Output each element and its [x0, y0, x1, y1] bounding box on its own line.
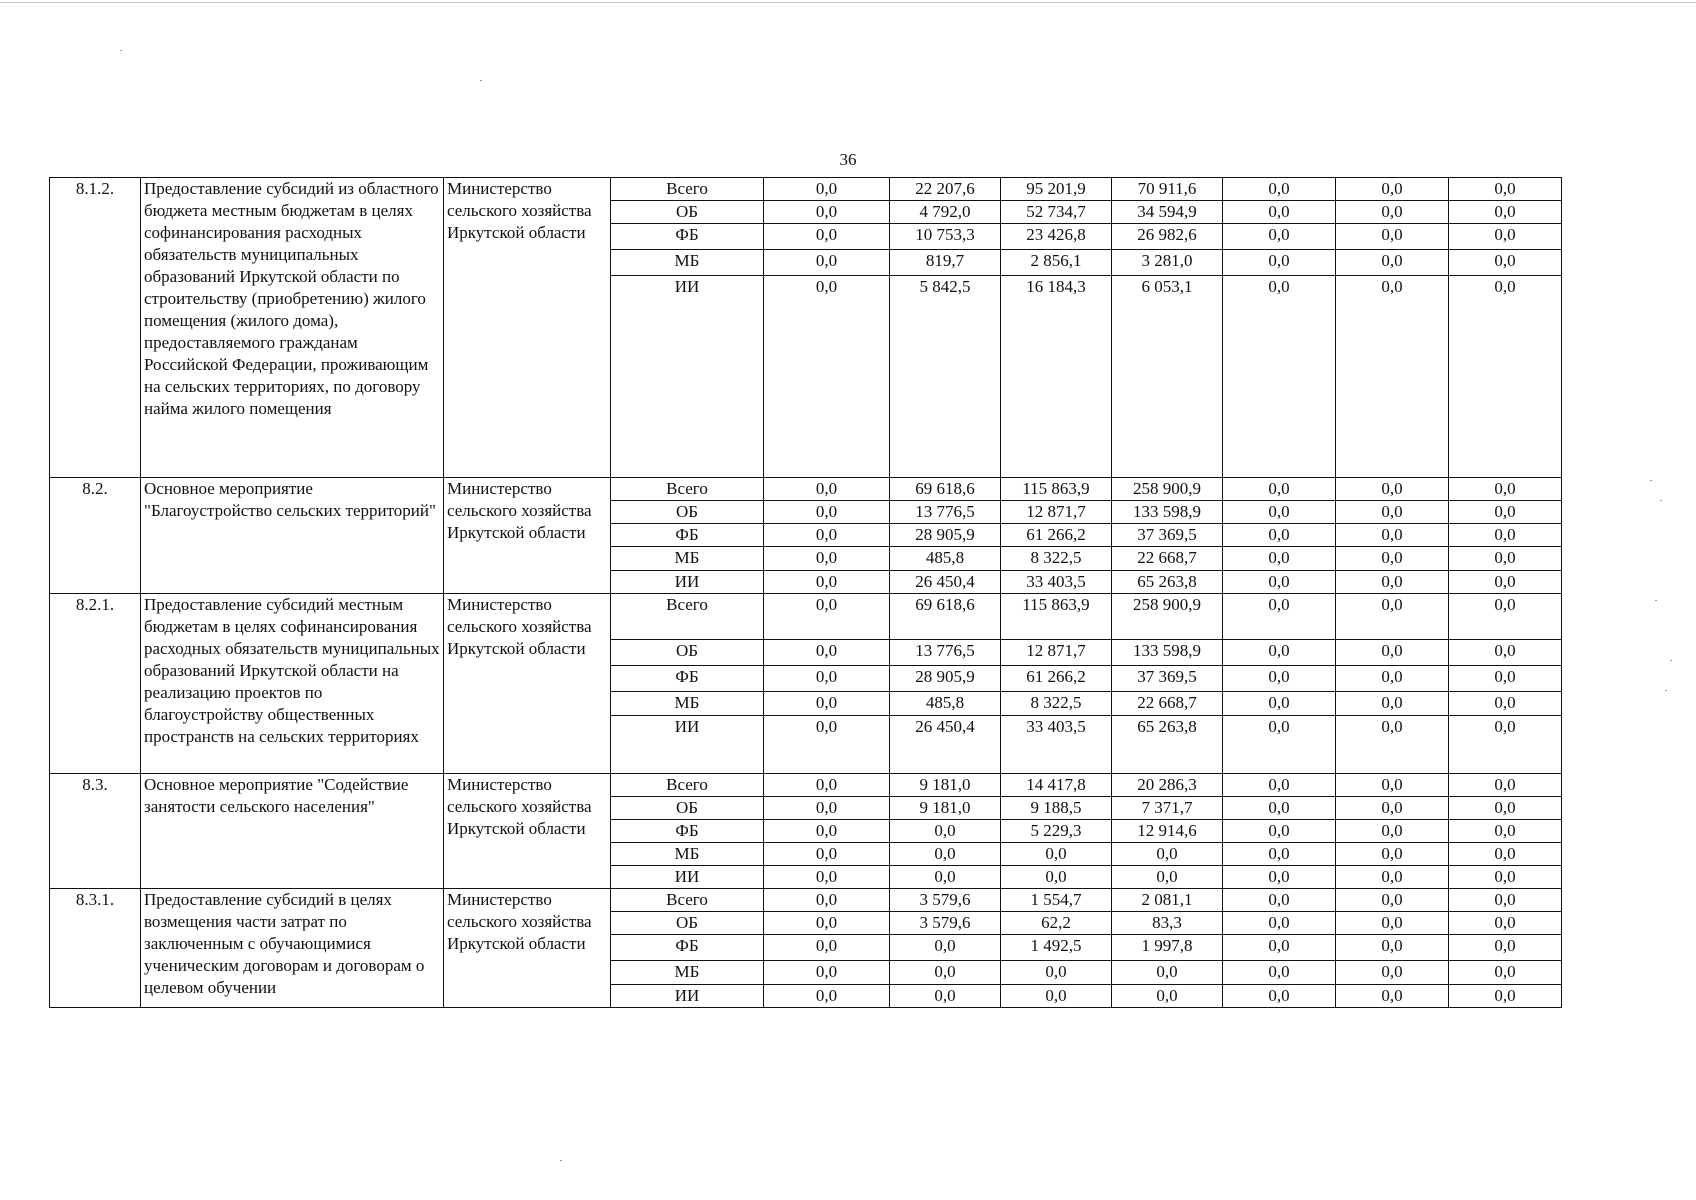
value-cell-6: 0,0 — [1336, 201, 1449, 224]
value-cell-3: 115 863,9 — [1001, 478, 1112, 501]
value-cell-4: 22 668,7 — [1112, 692, 1223, 716]
value-cell-2: 9 181,0 — [890, 797, 1001, 820]
value-cell-3: 62,2 — [1001, 912, 1112, 935]
value-cell-1: 0,0 — [764, 716, 890, 774]
funding-source: Всего — [611, 594, 764, 640]
value-cell-7: 0,0 — [1449, 889, 1562, 912]
value-cell-5: 0,0 — [1223, 571, 1336, 594]
value-cell-4: 7 371,7 — [1112, 797, 1223, 820]
value-cell-5: 0,0 — [1223, 889, 1336, 912]
value-cell-5: 0,0 — [1223, 224, 1336, 250]
value-cell-7: 0,0 — [1449, 224, 1562, 250]
value-cell-4: 37 369,5 — [1112, 666, 1223, 692]
value-cell-1: 0,0 — [764, 224, 890, 250]
funding-source: МБ — [611, 250, 764, 276]
value-cell-6: 0,0 — [1336, 571, 1449, 594]
value-cell-7: 0,0 — [1449, 961, 1562, 985]
value-cell-6: 0,0 — [1336, 774, 1449, 797]
value-cell-2: 28 905,9 — [890, 524, 1001, 547]
row-code: 8.1.2. — [50, 178, 141, 478]
value-cell-4: 0,0 — [1112, 961, 1223, 985]
value-cell-4: 133 598,9 — [1112, 640, 1223, 666]
value-cell-1: 0,0 — [764, 478, 890, 501]
value-cell-5: 0,0 — [1223, 478, 1336, 501]
row-executor: Министерство сельского хозяйства Иркутской области — [444, 889, 611, 1008]
row-code: 8.2. — [50, 478, 141, 594]
value-cell-3: 8 322,5 — [1001, 547, 1112, 571]
value-cell-2: 0,0 — [890, 961, 1001, 985]
scan-speck — [1660, 500, 1662, 501]
value-cell-3: 0,0 — [1001, 985, 1112, 1008]
value-cell-5: 0,0 — [1223, 666, 1336, 692]
funding-source: ФБ — [611, 224, 764, 250]
value-cell-1: 0,0 — [764, 666, 890, 692]
value-cell-6: 0,0 — [1336, 224, 1449, 250]
value-cell-3: 0,0 — [1001, 843, 1112, 866]
value-cell-3: 52 734,7 — [1001, 201, 1112, 224]
value-cell-7: 0,0 — [1449, 594, 1562, 640]
value-cell-7: 0,0 — [1449, 820, 1562, 843]
value-cell-7: 0,0 — [1449, 571, 1562, 594]
value-cell-2: 0,0 — [890, 866, 1001, 889]
value-cell-3: 95 201,9 — [1001, 178, 1112, 201]
scan-speck — [1670, 660, 1672, 661]
table-row — [50, 774, 1562, 797]
funding-source: ФБ — [611, 820, 764, 843]
value-cell-7: 0,0 — [1449, 666, 1562, 692]
value-cell-4: 65 263,8 — [1112, 571, 1223, 594]
funding-source: ОБ — [611, 501, 764, 524]
value-cell-7: 0,0 — [1449, 178, 1562, 201]
value-cell-5: 0,0 — [1223, 201, 1336, 224]
value-cell-6: 0,0 — [1336, 666, 1449, 692]
value-cell-7: 0,0 — [1449, 774, 1562, 797]
value-cell-4: 2 081,1 — [1112, 889, 1223, 912]
value-cell-4: 133 598,9 — [1112, 501, 1223, 524]
value-cell-5: 0,0 — [1223, 524, 1336, 547]
value-cell-4: 0,0 — [1112, 843, 1223, 866]
value-cell-3: 8 322,5 — [1001, 692, 1112, 716]
value-cell-2: 485,8 — [890, 547, 1001, 571]
value-cell-7: 0,0 — [1449, 692, 1562, 716]
value-cell-7: 0,0 — [1449, 524, 1562, 547]
value-cell-1: 0,0 — [764, 889, 890, 912]
value-cell-7: 0,0 — [1449, 276, 1562, 478]
value-cell-2: 819,7 — [890, 250, 1001, 276]
funding-source: МБ — [611, 843, 764, 866]
value-cell-3: 61 266,2 — [1001, 666, 1112, 692]
value-cell-3: 115 863,9 — [1001, 594, 1112, 640]
value-cell-4: 20 286,3 — [1112, 774, 1223, 797]
value-cell-2: 10 753,3 — [890, 224, 1001, 250]
value-cell-2: 26 450,4 — [890, 571, 1001, 594]
value-cell-4: 258 900,9 — [1112, 594, 1223, 640]
funding-source: Всего — [611, 178, 764, 201]
value-cell-5: 0,0 — [1223, 820, 1336, 843]
value-cell-1: 0,0 — [764, 640, 890, 666]
value-cell-7: 0,0 — [1449, 935, 1562, 961]
value-cell-6: 0,0 — [1336, 716, 1449, 774]
funding-source: Всего — [611, 889, 764, 912]
value-cell-4: 22 668,7 — [1112, 547, 1223, 571]
value-cell-2: 3 579,6 — [890, 889, 1001, 912]
value-cell-1: 0,0 — [764, 843, 890, 866]
value-cell-6: 0,0 — [1336, 985, 1449, 1008]
value-cell-5: 0,0 — [1223, 866, 1336, 889]
funding-source: ОБ — [611, 640, 764, 666]
funding-source: ФБ — [611, 524, 764, 547]
funding-source: ОБ — [611, 201, 764, 224]
row-description: Предоставление субсидий в целях возмещения части затрат по заключенным с обучающимися ученическим договорам и договорам о целевом обучении — [141, 889, 444, 1008]
funding-source: ИИ — [611, 716, 764, 774]
scan-speck — [560, 1160, 562, 1161]
value-cell-3: 1 554,7 — [1001, 889, 1112, 912]
value-cell-3: 33 403,5 — [1001, 571, 1112, 594]
value-cell-2: 26 450,4 — [890, 716, 1001, 774]
table-row — [50, 478, 1562, 501]
funding-source: ИИ — [611, 571, 764, 594]
value-cell-2: 0,0 — [890, 843, 1001, 866]
value-cell-6: 0,0 — [1336, 250, 1449, 276]
value-cell-1: 0,0 — [764, 961, 890, 985]
value-cell-4: 1 997,8 — [1112, 935, 1223, 961]
funding-source: ИИ — [611, 276, 764, 478]
value-cell-3: 0,0 — [1001, 866, 1112, 889]
value-cell-4: 37 369,5 — [1112, 524, 1223, 547]
value-cell-7: 0,0 — [1449, 985, 1562, 1008]
value-cell-5: 0,0 — [1223, 501, 1336, 524]
row-executor: Министерство сельского хозяйства Иркутской области — [444, 594, 611, 774]
value-cell-3: 5 229,3 — [1001, 820, 1112, 843]
value-cell-7: 0,0 — [1449, 797, 1562, 820]
value-cell-1: 0,0 — [764, 935, 890, 961]
value-cell-5: 0,0 — [1223, 774, 1336, 797]
value-cell-2: 13 776,5 — [890, 640, 1001, 666]
value-cell-1: 0,0 — [764, 912, 890, 935]
value-cell-1: 0,0 — [764, 820, 890, 843]
funding-source: ИИ — [611, 985, 764, 1008]
value-cell-4: 6 053,1 — [1112, 276, 1223, 478]
value-cell-5: 0,0 — [1223, 797, 1336, 820]
value-cell-6: 0,0 — [1336, 820, 1449, 843]
funding-source: ОБ — [611, 797, 764, 820]
value-cell-3: 2 856,1 — [1001, 250, 1112, 276]
value-cell-5: 0,0 — [1223, 178, 1336, 201]
scan-speck — [480, 80, 482, 81]
value-cell-1: 0,0 — [764, 524, 890, 547]
value-cell-4: 3 281,0 — [1112, 250, 1223, 276]
value-cell-6: 0,0 — [1336, 478, 1449, 501]
value-cell-6: 0,0 — [1336, 178, 1449, 201]
value-cell-7: 0,0 — [1449, 547, 1562, 571]
value-cell-6: 0,0 — [1336, 843, 1449, 866]
table-row — [50, 889, 1562, 912]
value-cell-6: 0,0 — [1336, 276, 1449, 478]
value-cell-1: 0,0 — [764, 178, 890, 201]
row-executor: Министерство сельского хозяйства Иркутской области — [444, 478, 611, 594]
value-cell-2: 13 776,5 — [890, 501, 1001, 524]
value-cell-1: 0,0 — [764, 250, 890, 276]
value-cell-7: 0,0 — [1449, 866, 1562, 889]
value-cell-4: 65 263,8 — [1112, 716, 1223, 774]
value-cell-4: 0,0 — [1112, 866, 1223, 889]
row-description: Предоставление субсидий местным бюджетам в целях софинансирования расходных обязательств муниципальных образований Иркутской области на реализацию проектов по благоустройству общественных пространств на сельских территориях — [141, 594, 444, 774]
value-cell-2: 0,0 — [890, 820, 1001, 843]
value-cell-1: 0,0 — [764, 866, 890, 889]
value-cell-2: 4 792,0 — [890, 201, 1001, 224]
value-cell-5: 0,0 — [1223, 250, 1336, 276]
value-cell-5: 0,0 — [1223, 843, 1336, 866]
funding-source: Всего — [611, 774, 764, 797]
page-number: 36 — [839, 150, 857, 169]
funding-source: ОБ — [611, 912, 764, 935]
value-cell-6: 0,0 — [1336, 935, 1449, 961]
value-cell-6: 0,0 — [1336, 961, 1449, 985]
value-cell-2: 0,0 — [890, 935, 1001, 961]
value-cell-5: 0,0 — [1223, 961, 1336, 985]
budget-table — [49, 177, 1562, 1008]
row-executor: Министерство сельского хозяйства Иркутской области — [444, 774, 611, 889]
value-cell-7: 0,0 — [1449, 478, 1562, 501]
value-cell-7: 0,0 — [1449, 716, 1562, 774]
value-cell-6: 0,0 — [1336, 797, 1449, 820]
value-cell-5: 0,0 — [1223, 912, 1336, 935]
value-cell-6: 0,0 — [1336, 640, 1449, 666]
value-cell-5: 0,0 — [1223, 985, 1336, 1008]
value-cell-5: 0,0 — [1223, 716, 1336, 774]
scan-edge-line — [0, 2, 1696, 3]
row-code: 8.2.1. — [50, 594, 141, 774]
value-cell-1: 0,0 — [764, 501, 890, 524]
row-description: Основное мероприятие "Благоустройство сельских территорий" — [141, 478, 444, 594]
value-cell-4: 70 911,6 — [1112, 178, 1223, 201]
value-cell-1: 0,0 — [764, 571, 890, 594]
value-cell-2: 0,0 — [890, 985, 1001, 1008]
funding-source: ФБ — [611, 666, 764, 692]
value-cell-3: 16 184,3 — [1001, 276, 1112, 478]
value-cell-5: 0,0 — [1223, 935, 1336, 961]
value-cell-6: 0,0 — [1336, 524, 1449, 547]
value-cell-3: 1 492,5 — [1001, 935, 1112, 961]
value-cell-1: 0,0 — [764, 985, 890, 1008]
value-cell-7: 0,0 — [1449, 201, 1562, 224]
value-cell-1: 0,0 — [764, 797, 890, 820]
value-cell-5: 0,0 — [1223, 692, 1336, 716]
value-cell-4: 34 594,9 — [1112, 201, 1223, 224]
value-cell-7: 0,0 — [1449, 501, 1562, 524]
value-cell-1: 0,0 — [764, 547, 890, 571]
value-cell-3: 14 417,8 — [1001, 774, 1112, 797]
value-cell-7: 0,0 — [1449, 250, 1562, 276]
value-cell-5: 0,0 — [1223, 547, 1336, 571]
value-cell-6: 0,0 — [1336, 889, 1449, 912]
value-cell-7: 0,0 — [1449, 640, 1562, 666]
row-description: Основное мероприятие "Содействие занятости сельского населения" — [141, 774, 444, 889]
row-executor: Министерство сельского хозяйства Иркутской области — [444, 178, 611, 478]
value-cell-5: 0,0 — [1223, 276, 1336, 478]
value-cell-1: 0,0 — [764, 774, 890, 797]
value-cell-3: 23 426,8 — [1001, 224, 1112, 250]
value-cell-5: 0,0 — [1223, 594, 1336, 640]
value-cell-6: 0,0 — [1336, 866, 1449, 889]
value-cell-2: 9 181,0 — [890, 774, 1001, 797]
value-cell-2: 69 618,6 — [890, 478, 1001, 501]
value-cell-2: 485,8 — [890, 692, 1001, 716]
value-cell-1: 0,0 — [764, 201, 890, 224]
value-cell-6: 0,0 — [1336, 501, 1449, 524]
value-cell-3: 12 871,7 — [1001, 501, 1112, 524]
row-code: 8.3. — [50, 774, 141, 889]
value-cell-6: 0,0 — [1336, 547, 1449, 571]
funding-source: ИИ — [611, 866, 764, 889]
funding-source: Всего — [611, 478, 764, 501]
value-cell-4: 26 982,6 — [1112, 224, 1223, 250]
funding-source: МБ — [611, 961, 764, 985]
scan-speck — [1665, 690, 1667, 691]
value-cell-4: 0,0 — [1112, 985, 1223, 1008]
value-cell-3: 33 403,5 — [1001, 716, 1112, 774]
value-cell-2: 3 579,6 — [890, 912, 1001, 935]
value-cell-6: 0,0 — [1336, 912, 1449, 935]
value-cell-2: 69 618,6 — [890, 594, 1001, 640]
value-cell-3: 12 871,7 — [1001, 640, 1112, 666]
table-row — [50, 594, 1562, 640]
funding-source: МБ — [611, 547, 764, 571]
value-cell-2: 5 842,5 — [890, 276, 1001, 478]
value-cell-6: 0,0 — [1336, 692, 1449, 716]
value-cell-3: 9 188,5 — [1001, 797, 1112, 820]
value-cell-7: 0,0 — [1449, 843, 1562, 866]
scan-speck — [120, 50, 122, 51]
value-cell-4: 83,3 — [1112, 912, 1223, 935]
funding-source: МБ — [611, 692, 764, 716]
funding-source: ФБ — [611, 935, 764, 961]
row-description: Предоставление субсидий из областного бюджета местным бюджетам в целях софинансирования расходных обязательств муниципальных образований Иркутской области по строительству (приобретению) жилого помещения (жилого дома), предоставляемого гражданам Российской Федерации, проживающим на сельских территориях, по договору найма жилого помещения — [141, 178, 444, 478]
value-cell-2: 28 905,9 — [890, 666, 1001, 692]
table-row — [50, 178, 1562, 201]
scan-speck — [1650, 480, 1652, 481]
value-cell-4: 12 914,6 — [1112, 820, 1223, 843]
value-cell-6: 0,0 — [1336, 594, 1449, 640]
value-cell-1: 0,0 — [764, 594, 890, 640]
value-cell-1: 0,0 — [764, 692, 890, 716]
value-cell-1: 0,0 — [764, 276, 890, 478]
value-cell-3: 0,0 — [1001, 961, 1112, 985]
row-code: 8.3.1. — [50, 889, 141, 1008]
value-cell-7: 0,0 — [1449, 912, 1562, 935]
value-cell-5: 0,0 — [1223, 640, 1336, 666]
scan-speck — [1655, 600, 1657, 601]
value-cell-4: 258 900,9 — [1112, 478, 1223, 501]
value-cell-3: 61 266,2 — [1001, 524, 1112, 547]
value-cell-2: 22 207,6 — [890, 178, 1001, 201]
